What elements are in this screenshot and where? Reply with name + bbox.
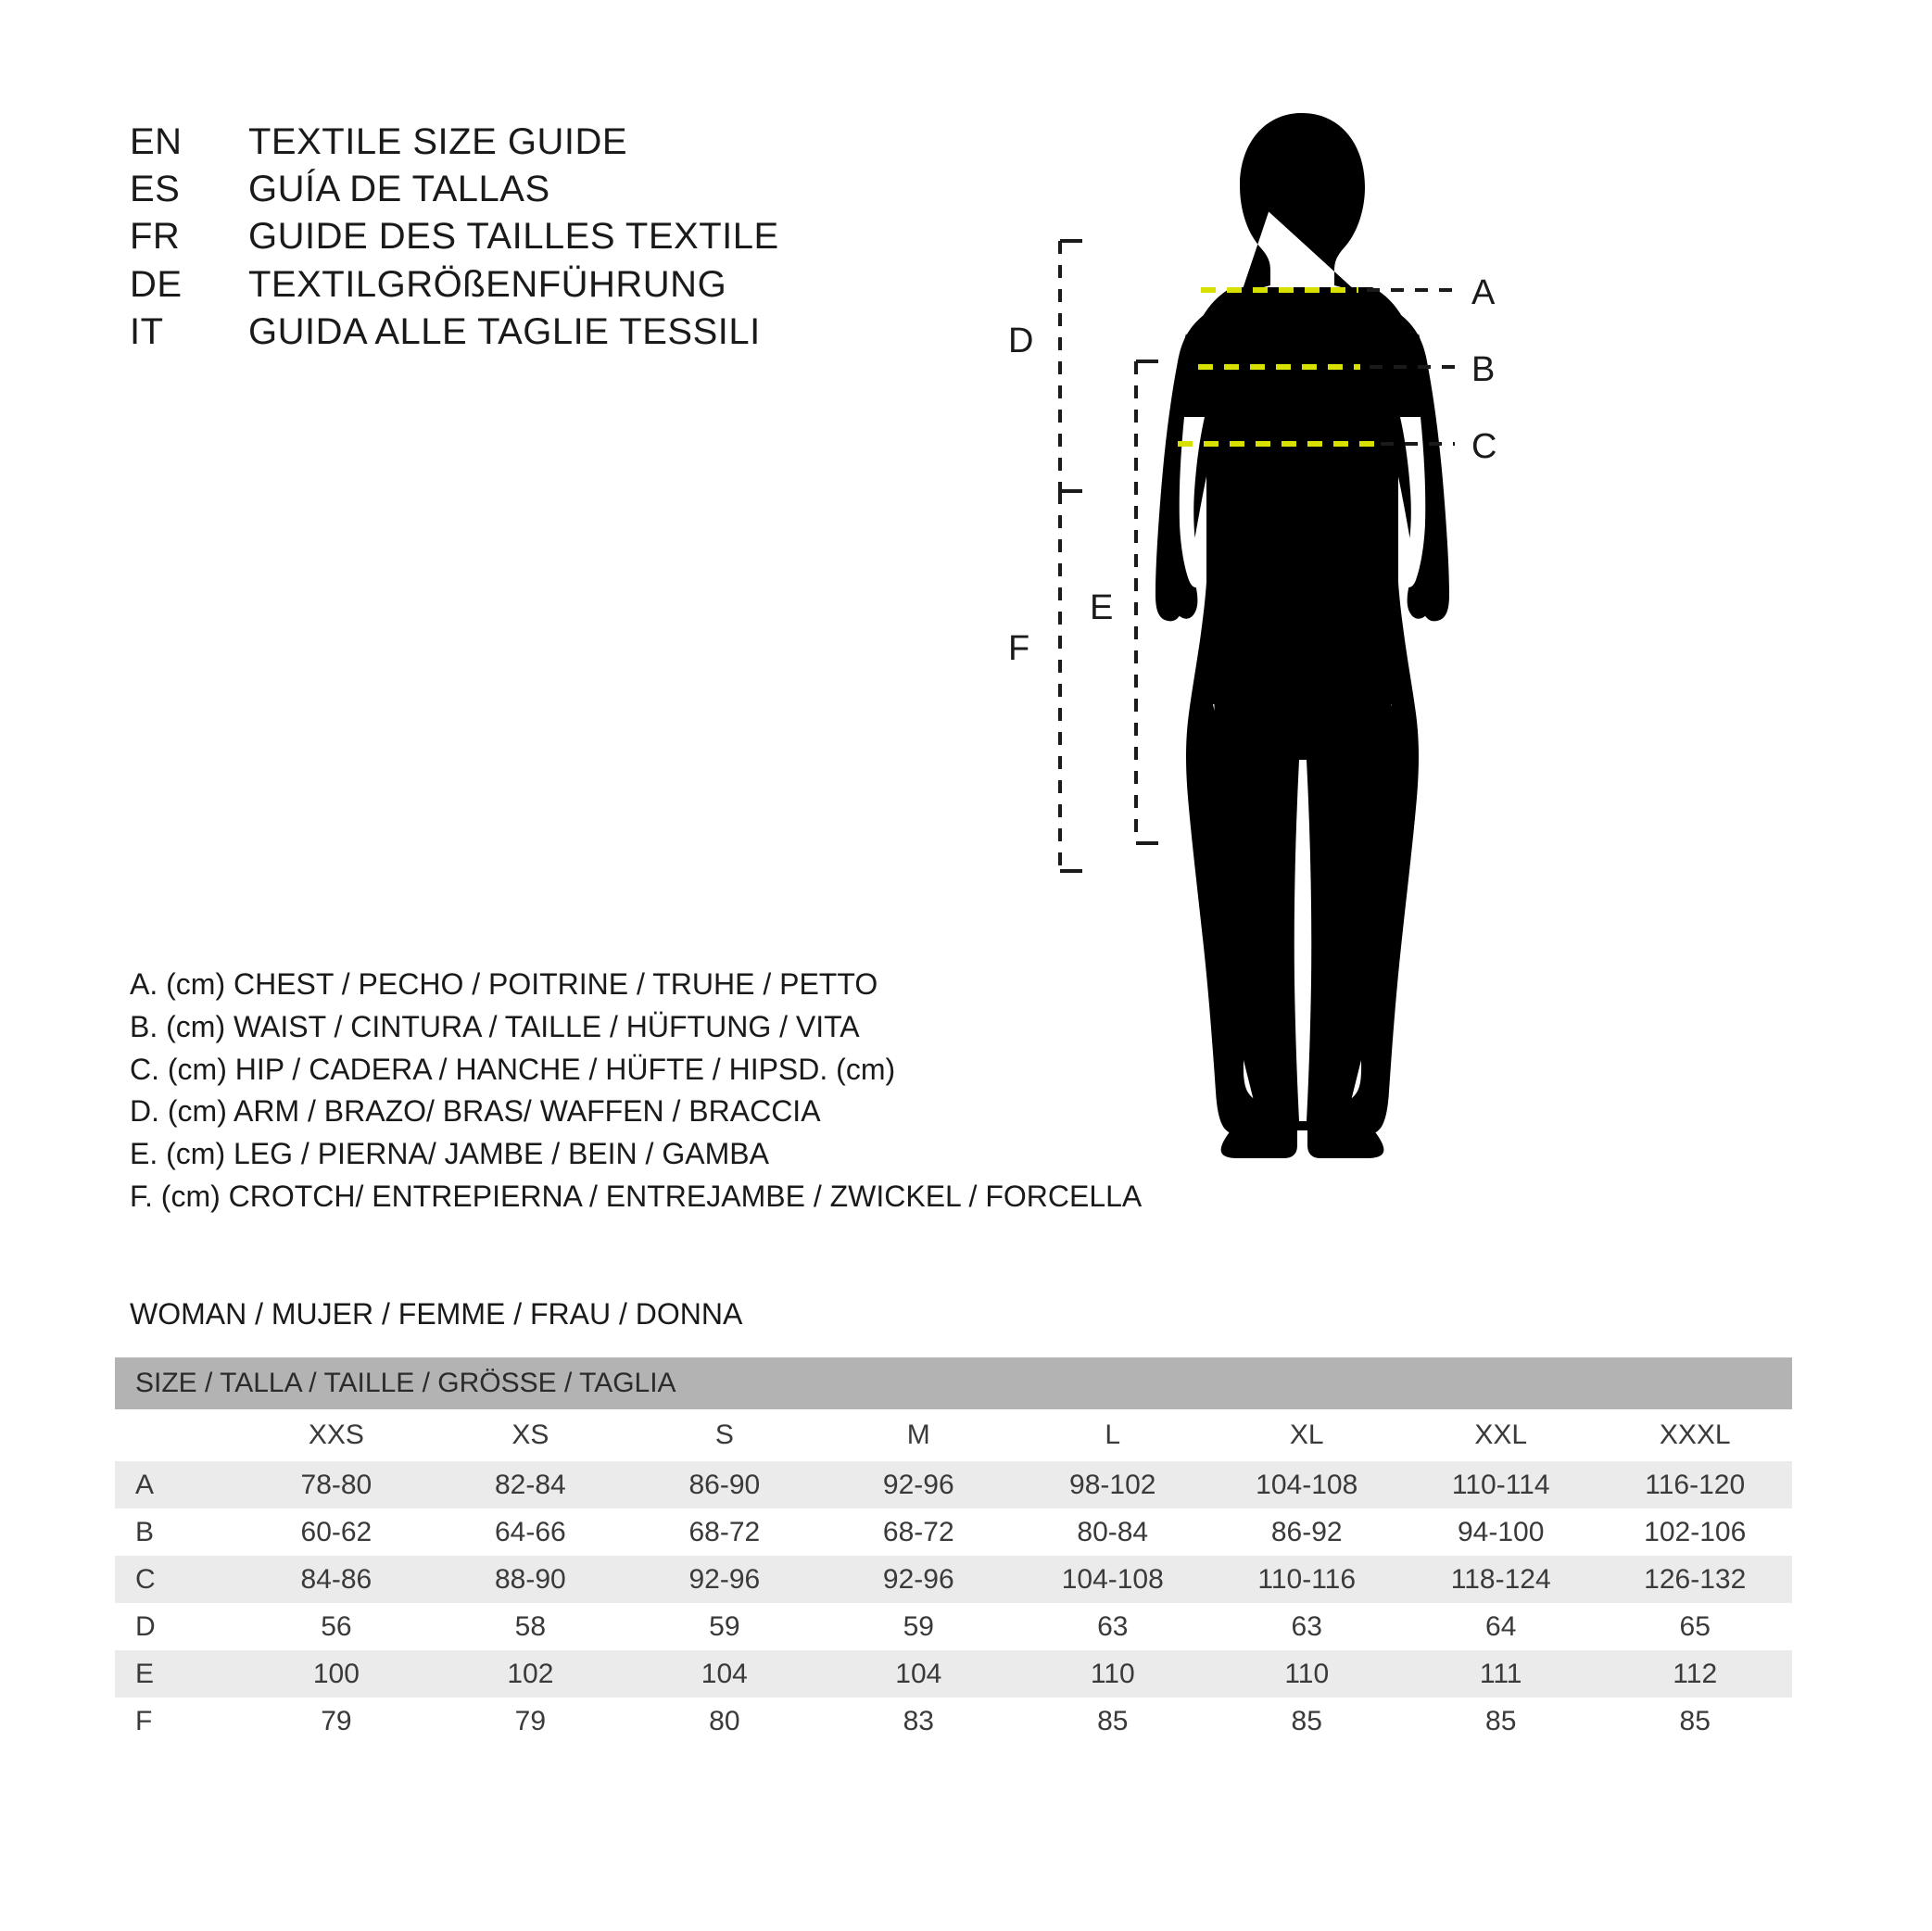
title-lang-en: EN xyxy=(130,121,183,162)
table-row xyxy=(115,1556,1792,1603)
cell-d-l: 63 xyxy=(1016,1603,1209,1650)
cell-e-xxs: 100 xyxy=(239,1650,433,1698)
table-row xyxy=(115,1461,1792,1508)
cell-b-xxs: 60-62 xyxy=(239,1508,433,1556)
cell-c-l: 104-108 xyxy=(1016,1556,1209,1603)
cell-c-xxxl: 126-132 xyxy=(1597,1556,1792,1603)
cell-c-s: 92-96 xyxy=(627,1556,821,1603)
cell-d-xl: 63 xyxy=(1210,1603,1404,1650)
cell-a-s: 86-90 xyxy=(627,1461,821,1508)
column-header-xs: XS xyxy=(434,1409,627,1461)
cell-f-xl: 85 xyxy=(1210,1698,1404,1745)
title-row-en xyxy=(130,119,890,166)
legend-item-d: D. (cm) ARM / BRAZO/ BRAS/ WAFFEN / BRACCIA xyxy=(130,1094,821,1129)
label-f: F xyxy=(1008,629,1030,668)
row-label-f: F xyxy=(115,1698,239,1745)
row-label-d: D xyxy=(115,1603,239,1650)
column-header-xxl: XXL xyxy=(1404,1409,1597,1461)
bracket-f xyxy=(1060,491,1082,871)
cell-a-m: 92-96 xyxy=(822,1461,1016,1508)
cell-d-xxl: 64 xyxy=(1404,1603,1597,1650)
woman-silhouette xyxy=(1155,113,1449,1158)
title-lang-it: IT xyxy=(130,310,164,352)
row-label-e: E xyxy=(115,1650,239,1698)
cell-e-m: 104 xyxy=(822,1650,1016,1698)
title-block xyxy=(130,119,890,356)
title-row-es xyxy=(130,166,890,213)
cell-c-xxs: 84-86 xyxy=(239,1556,433,1603)
cell-b-xl: 86-92 xyxy=(1210,1508,1404,1556)
cell-e-l: 110 xyxy=(1016,1650,1209,1698)
table-row xyxy=(115,1603,1792,1650)
cell-b-m: 68-72 xyxy=(822,1508,1016,1556)
cell-d-xxxl: 65 xyxy=(1597,1603,1792,1650)
column-header-s: S xyxy=(627,1409,821,1461)
column-header-xxxl: XXXL xyxy=(1597,1409,1792,1461)
cell-c-xl: 110-116 xyxy=(1210,1556,1404,1603)
title-row-de xyxy=(130,261,890,309)
title-text-en: TEXTILE SIZE GUIDE xyxy=(248,121,628,162)
title-text-it: GUIDA ALLE TAGLIE TESSILI xyxy=(248,310,761,352)
row-label-a: A xyxy=(115,1461,239,1508)
cell-a-xl: 104-108 xyxy=(1210,1461,1404,1508)
cell-b-xxl: 94-100 xyxy=(1404,1508,1597,1556)
column-header-xl: XL xyxy=(1210,1409,1404,1461)
column-header-m: M xyxy=(822,1409,1016,1461)
bracket-e xyxy=(1136,361,1158,843)
legend-item-e: E. (cm) LEG / PIERNA/ JAMBE / BEIN / GAMBA xyxy=(130,1137,769,1170)
title-row-fr xyxy=(130,213,890,260)
cell-e-xs: 102 xyxy=(434,1650,627,1698)
title-lang-es: ES xyxy=(130,169,181,210)
title-text-fr: GUIDE DES TAILLES TEXTILE xyxy=(248,216,779,258)
legend-item-a: A. (cm) CHEST / PECHO / POITRINE / TRUHE / PETTO xyxy=(130,967,878,1001)
cell-a-xxs: 78-80 xyxy=(239,1461,433,1508)
cell-f-xxl: 85 xyxy=(1404,1698,1597,1745)
cell-a-xxxl: 116-120 xyxy=(1597,1461,1792,1508)
cell-f-xs: 79 xyxy=(434,1698,627,1745)
legend-item-c: C. (cm) HIP / CADERA / HANCHE / HÜFTE / HIPSD. (cm) xyxy=(130,1052,896,1086)
cell-f-m: 83 xyxy=(822,1698,1016,1745)
cell-e-xxl: 111 xyxy=(1404,1650,1597,1698)
label-a: A xyxy=(1471,273,1496,312)
cell-f-xxxl: 85 xyxy=(1597,1698,1792,1745)
cell-c-m: 92-96 xyxy=(822,1556,1016,1603)
cell-c-xs: 88-90 xyxy=(434,1556,627,1603)
cell-d-s: 59 xyxy=(627,1603,821,1650)
label-d: D xyxy=(1008,322,1034,360)
cell-b-xxxl: 102-106 xyxy=(1597,1508,1792,1556)
column-header-l: L xyxy=(1016,1409,1209,1461)
row-label-c: C xyxy=(115,1556,239,1603)
cell-a-xxl: 110-114 xyxy=(1404,1461,1597,1508)
cell-d-m: 59 xyxy=(822,1603,1016,1650)
bracket-d xyxy=(1060,241,1082,491)
column-header-blank xyxy=(115,1409,239,1461)
title-lang-fr: FR xyxy=(130,216,181,258)
label-e: E xyxy=(1090,588,1114,627)
measurement-diagram xyxy=(1008,56,1872,1260)
title-text-de: TEXTILGRÖßENFÜHRUNG xyxy=(248,263,727,305)
title-row-it xyxy=(130,309,890,356)
title-text-es: GUÍA DE TALLAS xyxy=(248,169,550,210)
cell-a-l: 98-102 xyxy=(1016,1461,1209,1508)
size-table xyxy=(115,1357,1792,1745)
cell-e-xxxl: 112 xyxy=(1597,1650,1792,1698)
label-c: C xyxy=(1471,427,1497,466)
cell-a-xs: 82-84 xyxy=(434,1461,627,1508)
cell-f-xxs: 79 xyxy=(239,1698,433,1745)
legend-block xyxy=(130,964,1177,1218)
cell-f-l: 85 xyxy=(1016,1698,1209,1745)
table-header-label: SIZE / TALLA / TAILLE / GRÖSSE / TAGLIA xyxy=(115,1357,1792,1409)
cell-d-xxs: 56 xyxy=(239,1603,433,1650)
legend-item-f: F. (cm) CROTCH/ ENTREPIERNA / ENTREJAMBE / ZWICKEL / FORCELLA xyxy=(130,1179,1143,1213)
cell-b-xs: 64-66 xyxy=(434,1508,627,1556)
title-lang-de: DE xyxy=(130,263,183,305)
table-header-band xyxy=(115,1357,1792,1409)
table-row xyxy=(115,1650,1792,1698)
column-header-xxs: XXS xyxy=(239,1409,433,1461)
table-row xyxy=(115,1698,1792,1745)
cell-f-s: 80 xyxy=(627,1698,821,1745)
table-column-header-row xyxy=(115,1409,1792,1461)
row-label-b: B xyxy=(115,1508,239,1556)
label-b: B xyxy=(1471,350,1496,389)
gender-heading: WOMAN / MUJER / FEMME / FRAU / DONNA xyxy=(130,1297,743,1331)
cell-b-l: 80-84 xyxy=(1016,1508,1209,1556)
table-row xyxy=(115,1508,1792,1556)
cell-b-s: 68-72 xyxy=(627,1508,821,1556)
cell-d-xs: 58 xyxy=(434,1603,627,1650)
legend-item-b: B. (cm) WAIST / CINTURA / TAILLE / HÜFTUNG / VITA xyxy=(130,1009,860,1043)
cell-e-xl: 110 xyxy=(1210,1650,1404,1698)
cell-e-s: 104 xyxy=(627,1650,821,1698)
cell-c-xxl: 118-124 xyxy=(1404,1556,1597,1603)
